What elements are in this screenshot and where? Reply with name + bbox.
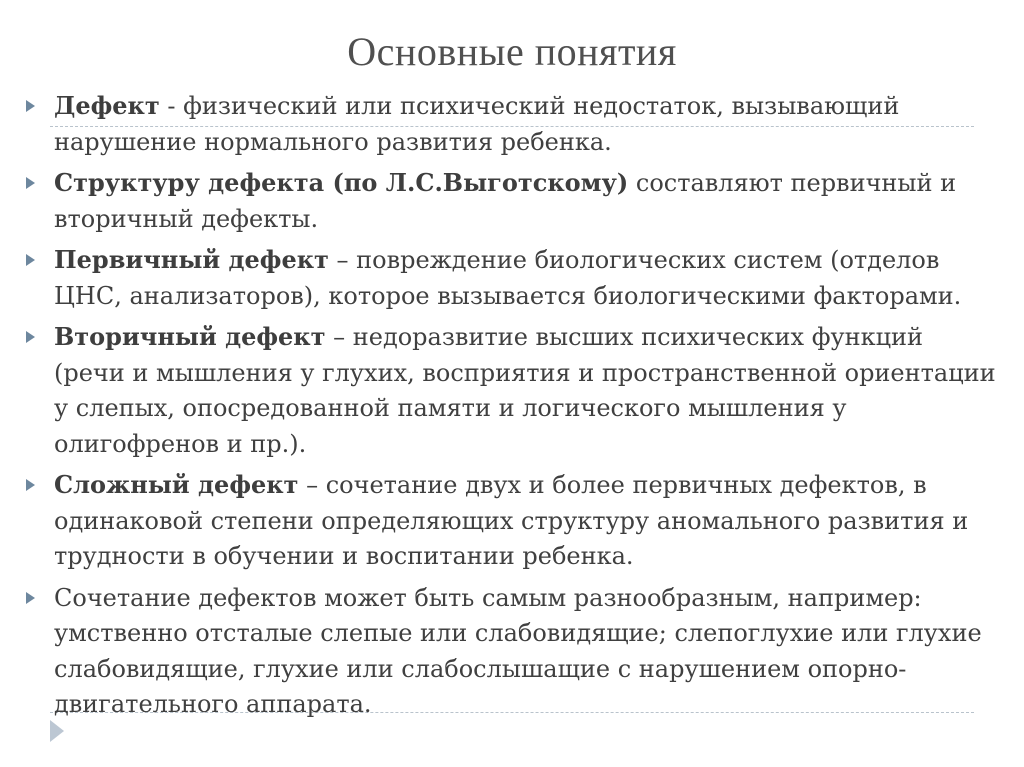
list-item (26, 165, 998, 237)
bullet-triangle-icon (26, 254, 35, 266)
definition: Сочетание дефектов может быть самым разнообразным, например: умственно отсталые слепые или слабовидящие; слепоглухие или глухие слабовидящие, глухие или слабослышащие с нарушением опорно-двигательного аппарата. (54, 583, 982, 718)
term: Дефект (54, 91, 160, 120)
bullet-triangle-icon (26, 331, 35, 343)
list-item (26, 88, 998, 160)
definition: – повреждение биологических систем (отделов ЦНС, анализаторов), которое вызывается биологическими факторами. (54, 246, 962, 310)
bullet-triangle-icon (26, 479, 35, 491)
term: Структуру дефекта (по Л.С.Выготскому) (54, 168, 629, 197)
bullet-triangle-icon (26, 592, 35, 604)
term: Сложный дефект (54, 470, 299, 499)
definition: составляют первичный и вторичный дефекты. (54, 169, 957, 233)
slide-title: Основные понятия (347, 29, 677, 74)
definition: – сочетание двух и более первичных дефектов, в одинаковой степени определяющих структуру аномального развития и трудности в обучении и воспитании ребенка. (54, 471, 969, 570)
definition: - физический или психический недостаток, вызывающий нарушение нормального развития ребенка. (54, 92, 900, 156)
term: Вторичный дефект (54, 322, 326, 351)
list-item (26, 319, 998, 462)
corner-triangle-icon (50, 720, 64, 742)
bullet-triangle-icon (26, 177, 35, 189)
term: Первичный дефект (54, 245, 329, 274)
list-item (26, 242, 998, 314)
list-item (26, 580, 998, 723)
list-item (26, 467, 998, 575)
bullet-triangle-icon (26, 100, 35, 112)
bullet-list (26, 88, 998, 728)
definition: – недоразвитие высших психических функций (речи и мышления у глухих, восприятия и пространственной ориентации у слепых, опосредованной памяти и логического мышления у олигофренов и пр.). (54, 323, 996, 458)
